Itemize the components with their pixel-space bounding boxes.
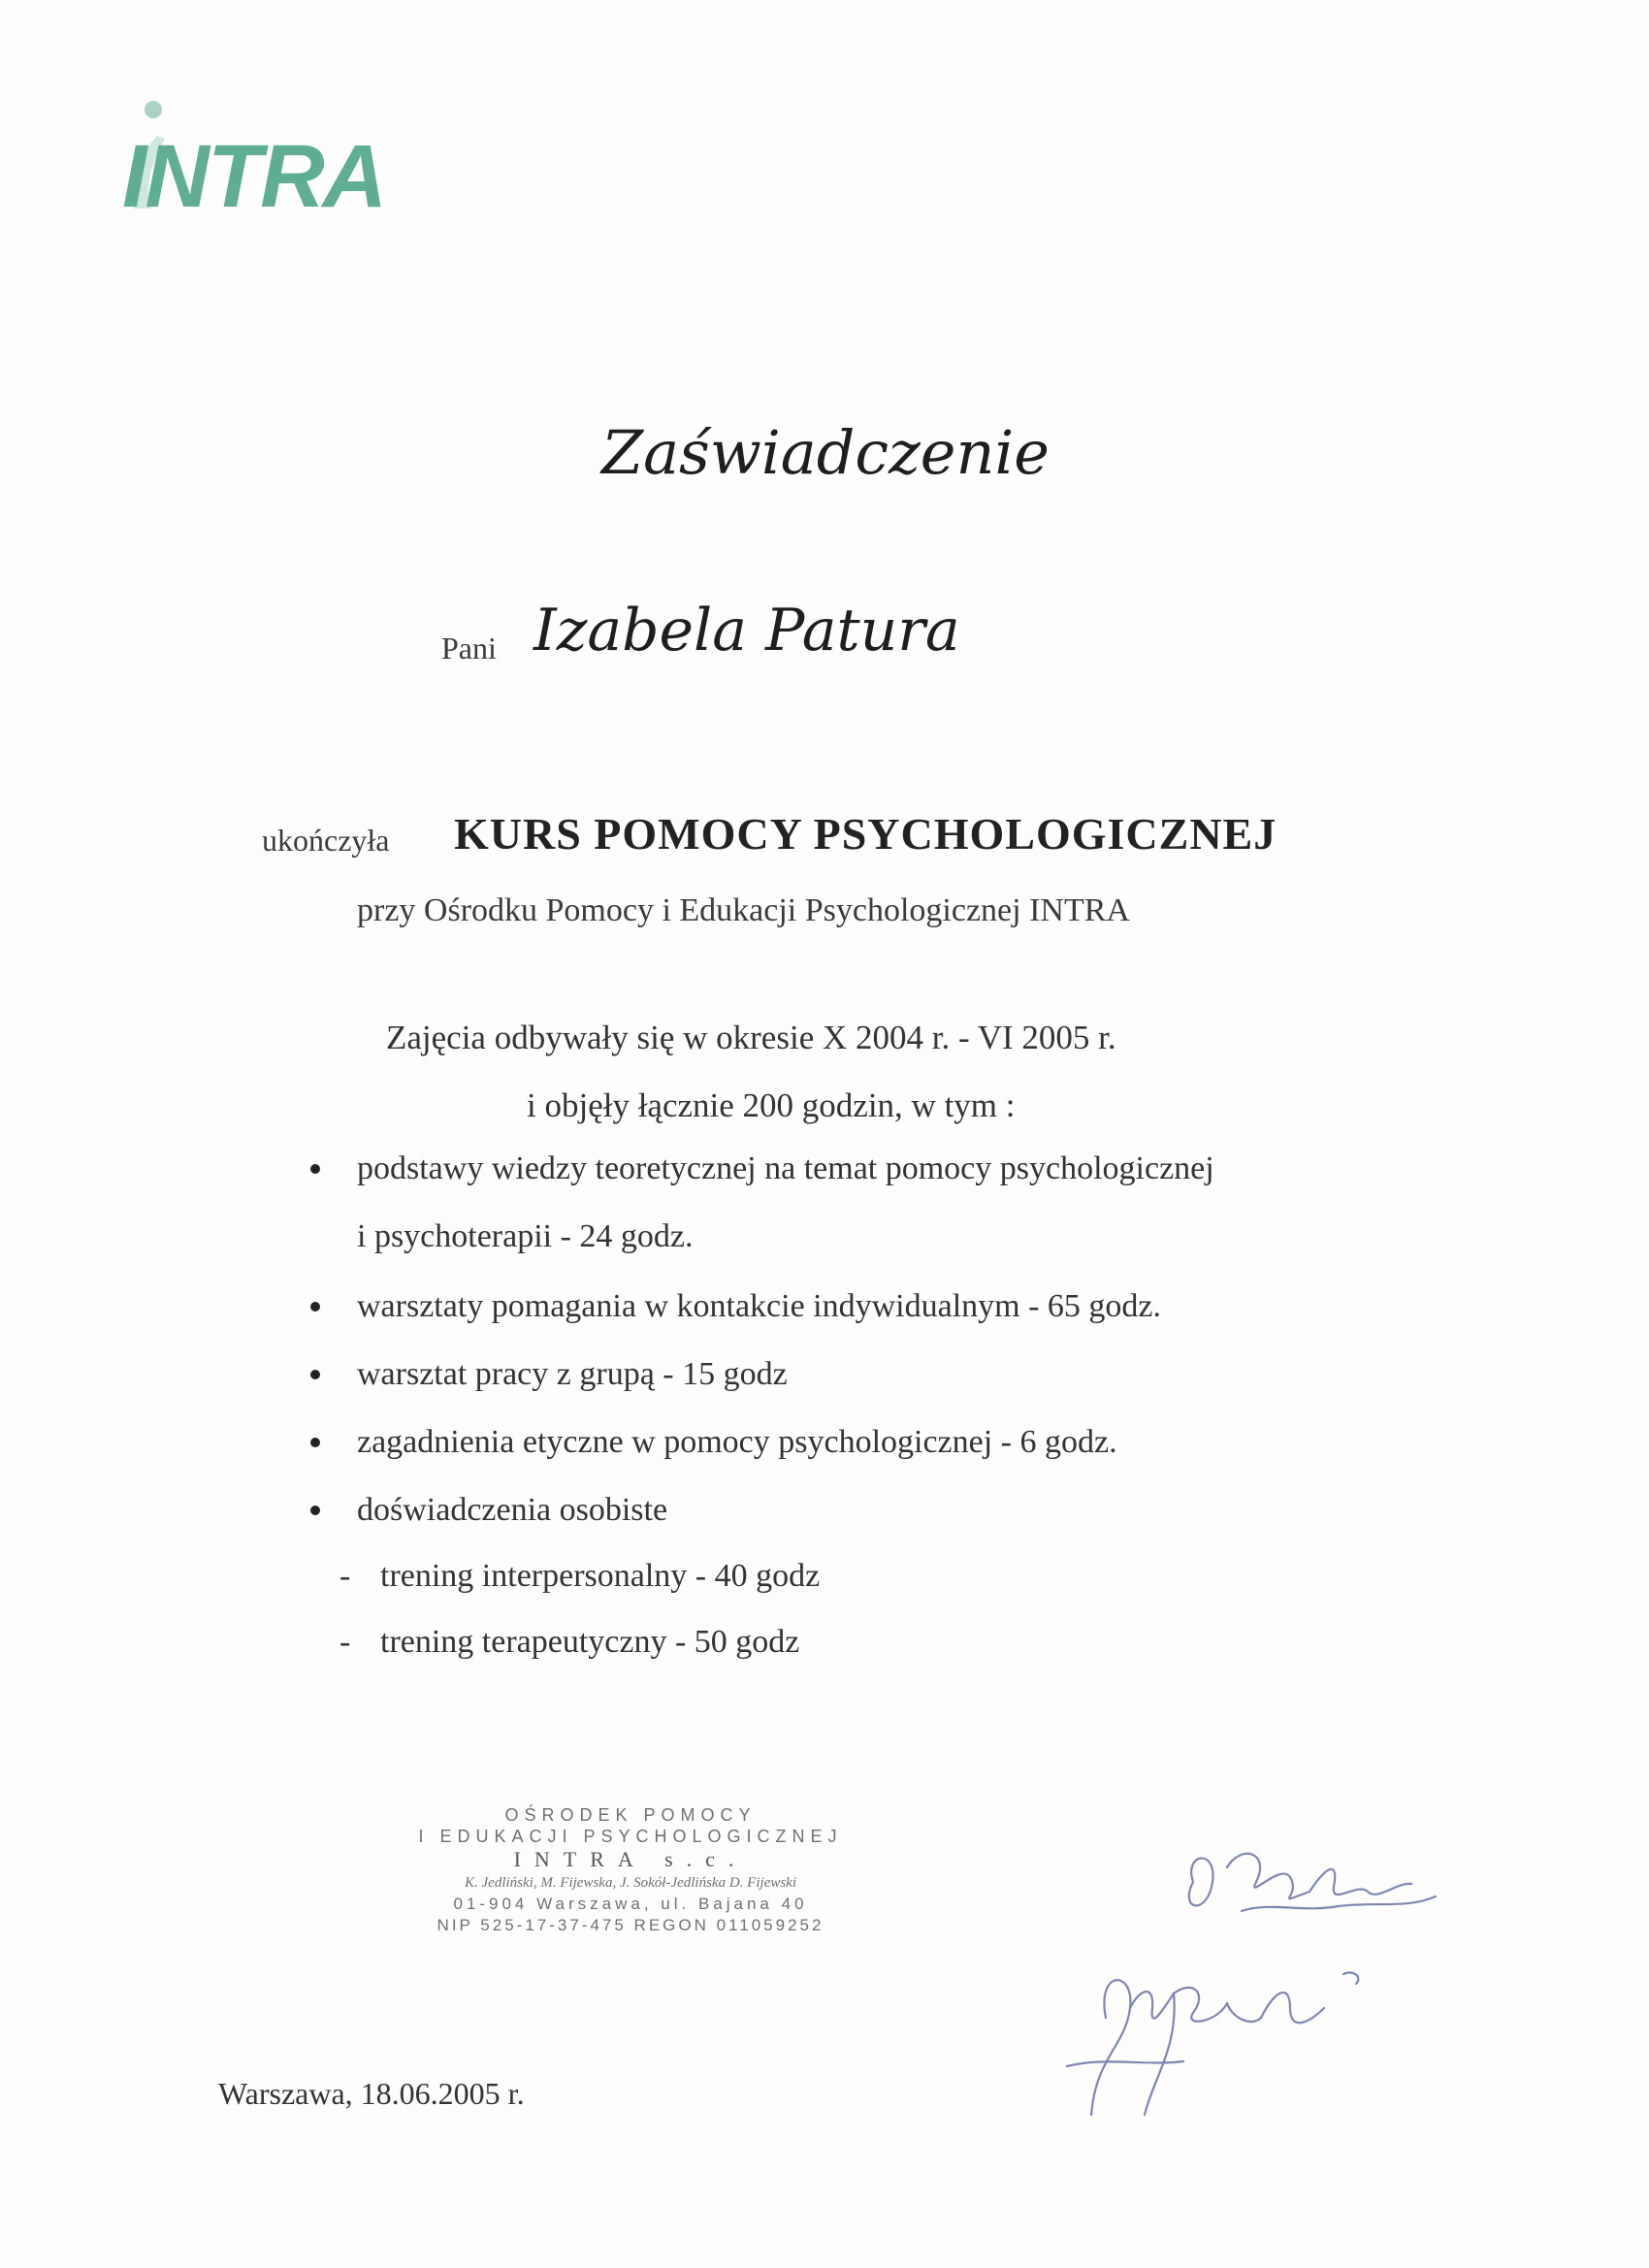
list-item: [310, 1135, 1214, 1203]
subtopics-list: [340, 1547, 1018, 1683]
topic-text: warsztat pracy z grupą - 15 godz: [357, 1356, 788, 1392]
list-item: [310, 1476, 667, 1544]
stamp-line: OŚRODEK POMOCY: [504, 1805, 757, 1825]
stamp-line: INTRA s.c.: [513, 1847, 748, 1871]
topic-text: doświadczenia osobiste: [357, 1492, 668, 1528]
recipient-label: Pani: [441, 631, 497, 665]
topic-text: i psychoterapii - 24 godz.: [357, 1218, 694, 1254]
handwritten-signature-icon: [1048, 1824, 1474, 2154]
hours-total: i objęły łącznie 200 godzin, w tym :: [527, 1086, 1016, 1124]
list-item: [310, 1273, 1161, 1341]
subtopic-text: trening terapeutyczny - 50 godz: [380, 1624, 800, 1660]
bullet-icon: [310, 1438, 320, 1447]
course-name: KURS POMOCY PSYCHOLOGICZNEJ: [454, 809, 1277, 859]
bullet-icon: [310, 1164, 320, 1174]
logo-text: INTRA: [122, 127, 386, 218]
intra-logo: [114, 92, 425, 218]
topic-text: podstawy wiedzy teoretycznej na temat pomocy psychologicznej: [357, 1150, 1214, 1186]
course-period: Zajęcia odbywały się w okresie X 2004 r. - VI 2005 r.: [386, 1019, 1116, 1056]
topics-list: [310, 1135, 1474, 1581]
list-item: [340, 1613, 799, 1671]
dash-icon: -: [340, 1624, 351, 1660]
stamp-line: 01-904 Warszawa, ul. Bajana 40: [453, 1895, 808, 1913]
list-item: [310, 1409, 1117, 1476]
subtopic-text: trening interpersonalny - 40 godz: [380, 1558, 821, 1594]
topic-text: zagadnienia etyczne w pomocy psychologicznej - 6 godz.: [357, 1424, 1117, 1460]
completed-label: ukończyła: [262, 823, 390, 858]
institution-line: przy Ośrodku Pomocy i Edukacji Psychologicznej INTRA: [357, 892, 1130, 928]
list-item: [340, 1547, 820, 1605]
topic-text: warsztaty pomagania w kontakcie indywidualnym - 65 godz.: [357, 1288, 1161, 1324]
bullet-icon: [310, 1370, 320, 1379]
list-item: [310, 1341, 788, 1409]
signatures: [1048, 1824, 1474, 2154]
bullet-icon: [310, 1302, 320, 1312]
place-date: Warszawa, 18.06.2005 r.: [218, 2076, 525, 2111]
bullet-icon: [310, 1506, 320, 1515]
dash-icon: -: [340, 1558, 351, 1594]
stamp-line: I EDUKACJI PSYCHOLOGICZNEJ: [418, 1827, 843, 1846]
intra-logo-graphic: [114, 92, 425, 218]
list-item-continuation: [310, 1203, 694, 1271]
stamp-line: K. Jedliński, M. Fijewska, J. Sokół-Jedlińska D. Fijewski: [465, 1875, 796, 1891]
institution-stamp: [383, 1804, 878, 1960]
stamp-line: NIP 525-17-37-475 REGON 011059252: [436, 1916, 824, 1934]
document-title: Zaświadczenie: [601, 417, 1050, 488]
recipient-name: Izabela Patura: [534, 597, 960, 664]
